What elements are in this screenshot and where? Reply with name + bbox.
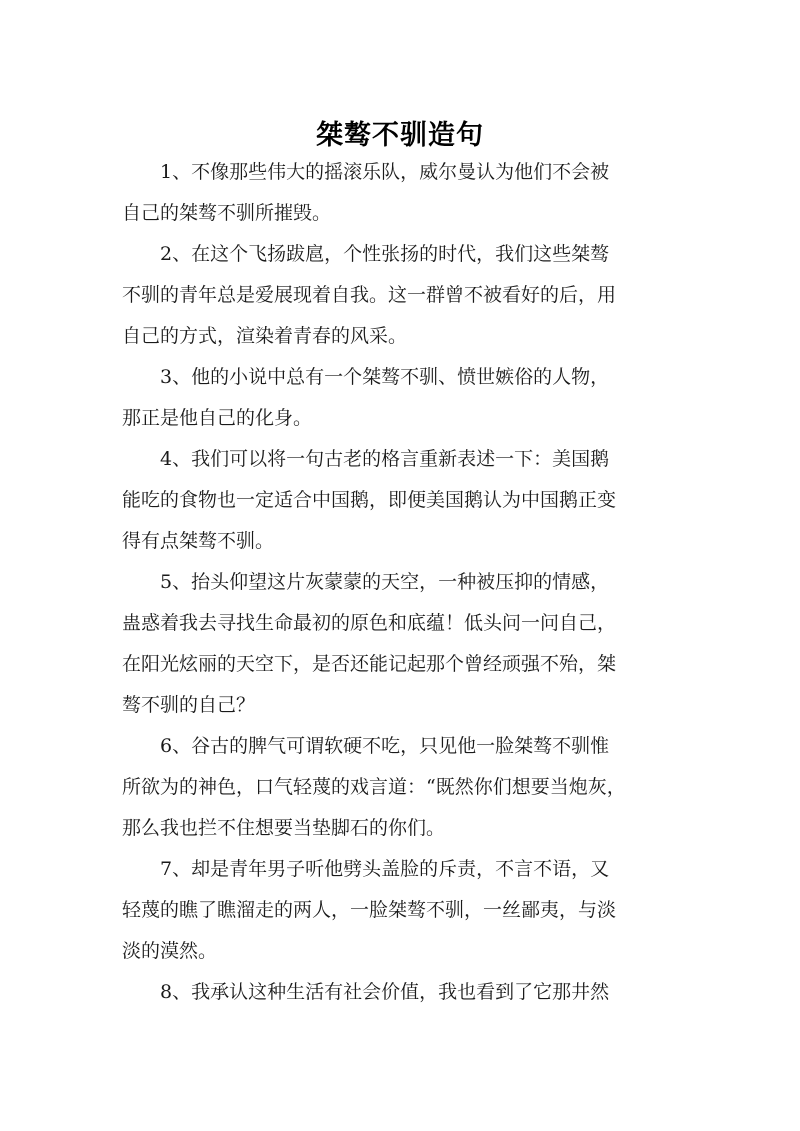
paragraph-line: 8、我承认这种生活有社会价值，我也看到了它那井然 — [160, 981, 610, 1003]
paragraph-line: 淡的漠然。 — [122, 940, 218, 962]
paragraph-3 — [122, 357, 682, 439]
paragraph-line: 6、谷古的脾气可谓软硬不吃，只见他一脸桀骜不驯惟 — [160, 735, 610, 757]
paragraph-line: 不驯的青年总是爱展现着自我。这一群曾不被看好的后，用 — [122, 284, 617, 306]
paragraph-line: 那么我也拦不住想要当垫脚石的你们。 — [122, 817, 446, 839]
document-body — [122, 152, 682, 1013]
paragraph-line: 所欲为的神色，口气轻蔑的戏言道：“既然你们想要当炮灰， — [122, 776, 626, 798]
paragraph-7 — [122, 849, 682, 972]
paragraph-line: 那正是他自己的化身。 — [122, 407, 313, 429]
paragraph-5 — [122, 562, 682, 726]
paragraph-1 — [122, 152, 682, 234]
paragraph-8 — [122, 972, 682, 1013]
paragraph-line: 能吃的食物也一定适合中国鹅，即便美国鹅认为中国鹅正变 — [122, 489, 617, 511]
paragraph-line: 自己的方式，渲染着青春的风采。 — [122, 325, 408, 347]
paragraph-line: 得有点桀骜不驯。 — [122, 530, 275, 552]
paragraph-line: 1、不像那些伟大的摇滚乐队，威尔曼认为他们不会被 — [160, 161, 610, 183]
paragraph-line: 5、抬头仰望这片灰蒙蒙的天空，一种被压抑的情感， — [160, 571, 610, 593]
paragraph-line: 4、我们可以将一句古老的格言重新表述一下：美国鹅 — [160, 448, 610, 470]
paragraph-line: 轻蔑的瞧了瞧溜走的两人，一脸桀骜不驯，一丝鄙夷，与淡 — [122, 899, 617, 921]
paragraph-line: 骜不驯的自己？ — [122, 694, 256, 716]
paragraph-line: 在阳光炫丽的天空下，是否还能记起那个曾经顽强不殆，桀 — [122, 653, 617, 675]
page-title: 桀骜不驯造句 — [316, 120, 484, 152]
paragraph-4 — [122, 439, 682, 562]
paragraph-6 — [122, 726, 682, 849]
paragraph-2 — [122, 234, 682, 357]
paragraph-line: 7、却是青年男子听他劈头盖脸的斥责，不言不语，又 — [160, 858, 610, 880]
paragraph-line: 蛊惑着我去寻找生命最初的原色和底蕴！低头问一问自己， — [122, 612, 617, 634]
paragraph-line: 2、在这个飞扬跋扈，个性张扬的时代，我们这些桀骜 — [160, 243, 610, 265]
paragraph-line: 自己的桀骜不驯所摧毁。 — [122, 202, 332, 224]
paragraph-line: 3、他的小说中总有一个桀骜不驯、愤世嫉俗的人物， — [160, 366, 610, 388]
